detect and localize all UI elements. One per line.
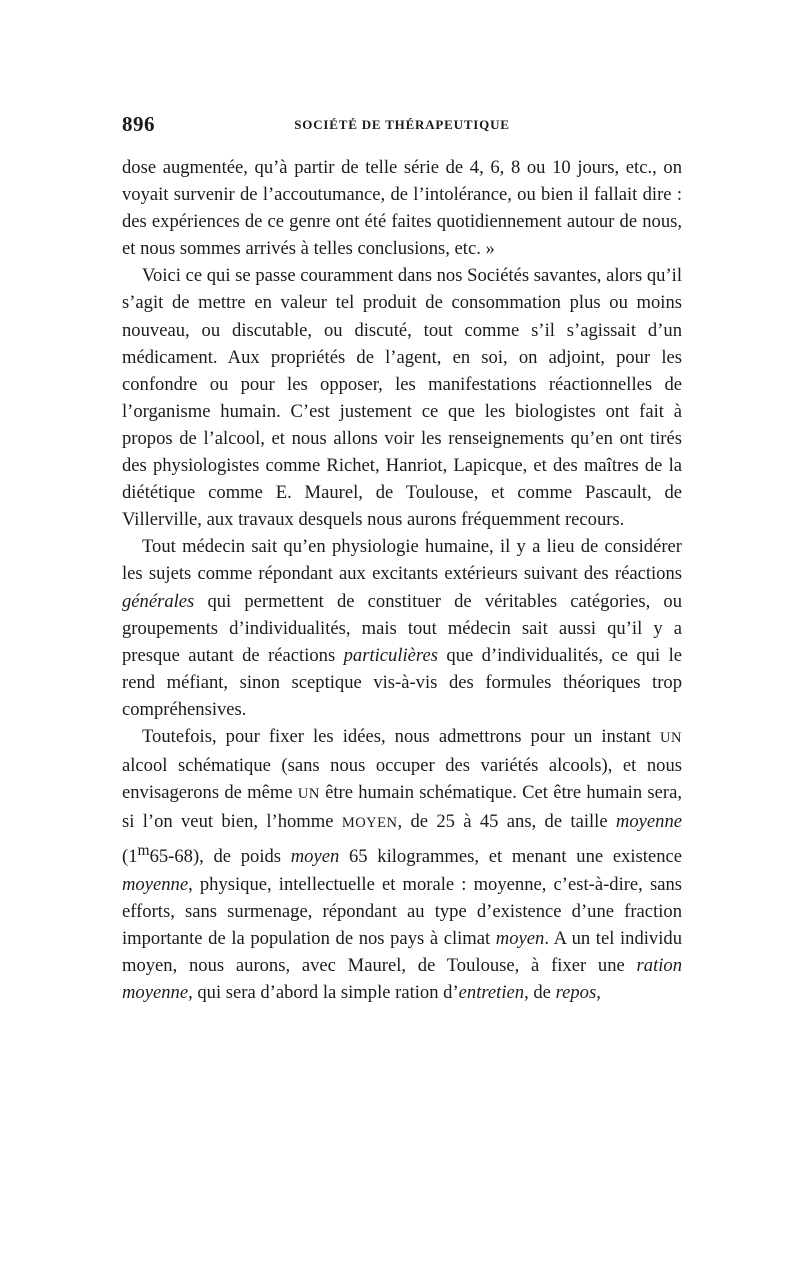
text-span: , — [596, 982, 601, 1003]
text-span: être humain schématique. Cet être humain sera, si l’on veut bien, l’homme — [122, 782, 682, 833]
text-span: 65 kilogrammes, et menant une existence — [339, 846, 682, 868]
book-page — [122, 112, 682, 1006]
text-span: alcool schématique (sans nous occuper des variétés alcools), et nous envisagerons de même — [122, 755, 682, 804]
text-span: , de — [524, 982, 556, 1003]
text-span: 65-68), de poids — [149, 846, 291, 868]
text-span: , physique, intellectuelle et morale : moyenne, c’est-à-dire, sans efforts, sans surmenage, répondant au type d’existence d’une fraction importante de la population de nos pays à climat — [122, 873, 682, 949]
text-span: (1 — [122, 846, 138, 868]
paragraph-3 — [122, 533, 682, 723]
small-caps: MOYEN — [341, 815, 398, 832]
small-caps: UN — [297, 786, 320, 803]
text-span: Toutefois, pour fixer les idées, nous admettrons pour un instant — [142, 725, 661, 747]
body-text — [122, 154, 682, 1006]
text-span: , qui sera d’abord la simple ration d’ — [188, 982, 459, 1003]
running-header — [122, 112, 682, 142]
small-caps: UN — [660, 729, 682, 746]
text-span: qui permettent de constituer de véritables catégories, ou groupements d’individualités, mais tout médecin sait aussi qu’il y a presque autant de réactions — [122, 590, 682, 666]
emphasis: moyenne — [615, 811, 682, 833]
emphasis: particulières — [343, 644, 438, 666]
emphasis: entretien — [458, 982, 525, 1003]
text-span: , de 25 à 45 ans, de taille — [397, 811, 616, 833]
text-span: Tout médecin sait qu’en physiologie humaine, il y a lieu de considérer les sujets comme répondant aux excitants extérieurs suivant des réactions — [122, 536, 682, 585]
emphasis: repos — [555, 982, 597, 1003]
text-span: que d’individualités, ce qui le rend méfiant, sinon sceptique vis-à-vis des formules théoriques trop compréhensives. — [122, 644, 682, 720]
superscript: m — [137, 842, 150, 860]
emphasis: moyenne — [122, 873, 189, 895]
emphasis: moyen — [290, 846, 340, 868]
paragraph-2: Voici ce qui se passe couramment dans nos Sociétés savantes, alors qu’il s’agit de mettre en valeur tel produit de consommation plus ou moins nouveau, ou discutable, ou discuté, tout comme s’il s’agissait d’un médicament. Aux propriétés de l’agent, en soi, on adjoint, pour les confondre ou pour les opposer, les manifestations réactionnelles de l’organisme humain. C’est justement ce que les biologistes ont fait à propos de l’alcool, et nous allons voir les renseignements qu’en ont tirés des physiologistes comme Richet, Hanriot, Lapicque, et des maîtres de la diététique comme E. Maurel, de Toulouse, et comme Pascault, de Villerville, aux travaux desquels nous aurons fréquemment recours. — [122, 265, 682, 531]
paragraph-4 — [122, 723, 682, 1006]
running-title: SOCIÉTÉ DE THÉRAPEUTIQUE — [294, 117, 510, 132]
emphasis: ration moyenne — [122, 954, 682, 1003]
emphasis: générales — [122, 590, 195, 612]
text-span: . A un tel individu moyen, nous aurons, avec Maurel, de Toulouse, à fixer une — [122, 927, 682, 976]
page-number: 896 — [122, 112, 155, 136]
emphasis: moyen — [495, 927, 545, 949]
paragraph-1: dose augmentée, qu’à partir de telle série de 4, 6, 8 ou 10 jours, etc., on voyait survenir de l’accoutumance, de l’intolérance, ou bien il fallait dire : des expériences de ce genre ont été faites quotidiennement autour de nous, et nous sommes arrivés à telles conclusions, etc. » — [122, 157, 682, 260]
